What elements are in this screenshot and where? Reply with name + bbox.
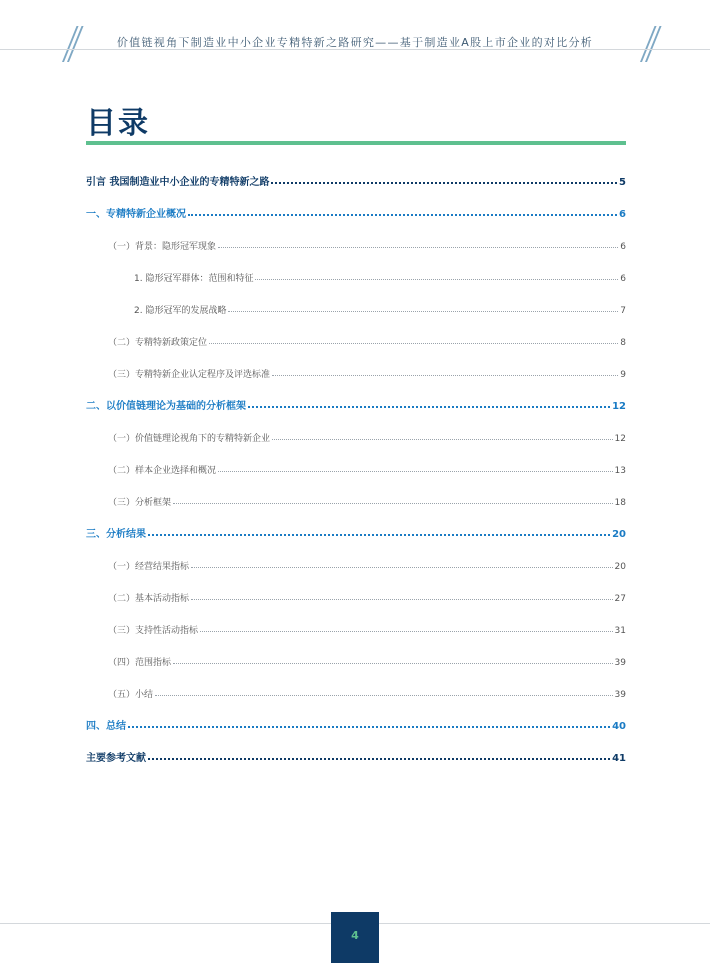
toc-entry[interactable] (86, 742, 626, 764)
toc-dot-leader (200, 631, 613, 632)
toc-entry-label: （三）支持性活动指标 (108, 626, 199, 636)
toc-entry-page: 9 (620, 370, 626, 380)
toc-entry-label: （一）价值链理论视角下的专精特新企业 (108, 434, 271, 444)
toc-entry[interactable] (86, 486, 626, 508)
toc-entry-label: 一、专精特新企业概况 (86, 209, 186, 220)
toc-entry-page: 27 (614, 594, 626, 604)
toc-entry-page: 6 (620, 274, 626, 284)
toc-entry-label: 引言 我国制造业中小企业的专精特新之路 (86, 177, 270, 188)
toc-title: 目录 (86, 106, 150, 141)
toc-entry-page: 5 (619, 177, 626, 188)
toc-entry-page: 41 (612, 753, 626, 764)
toc-entry[interactable] (86, 646, 626, 668)
toc-entry[interactable] (86, 518, 626, 540)
toc-entry-label: （一）背景：隐形冠军现象 (108, 242, 217, 252)
toc-dot-leader (191, 567, 613, 568)
toc-entry-page: 7 (620, 306, 626, 316)
toc-entry-page: 6 (620, 242, 626, 252)
toc-entry-label: （三）专精特新企业认定程序及评选标准 (108, 370, 271, 380)
toc-entry-label: 1. 隐形冠军群体：范围和特征 (134, 274, 254, 284)
toc-entry-label: （三）分析框架 (108, 498, 172, 508)
page-header (0, 0, 710, 60)
toc-entry[interactable] (86, 166, 626, 188)
toc-entry[interactable] (86, 422, 626, 444)
header-slash-right-icon (634, 26, 652, 60)
toc-title-underline (86, 141, 626, 145)
toc-entry-page: 8 (620, 338, 626, 348)
toc-entry-label: （一）经营结果指标 (108, 562, 190, 572)
toc-dot-leader (228, 311, 618, 312)
toc-dot-leader (188, 214, 617, 216)
toc-dot-leader (271, 182, 617, 184)
toc-entry-label: （二）基本活动指标 (108, 594, 190, 604)
toc-entry-page: 12 (612, 401, 626, 412)
toc-entry-label: 三、分析结果 (86, 529, 146, 540)
toc-entry[interactable] (86, 678, 626, 700)
toc-entry[interactable] (86, 710, 626, 732)
toc-entry-label: （二）样本企业选择和概况 (108, 466, 217, 476)
toc-entry[interactable] (86, 262, 626, 284)
toc-dot-leader (173, 503, 613, 504)
toc-entry[interactable] (86, 614, 626, 636)
toc-dot-leader (191, 599, 613, 600)
toc-entry-page: 13 (614, 466, 626, 476)
toc-entry-page: 39 (614, 690, 626, 700)
toc-entry-label: （四）范围指标 (108, 658, 172, 668)
toc-entry-label: （二）专精特新政策定位 (108, 338, 208, 348)
header-slash-left-icon (56, 26, 74, 60)
toc-dot-leader (209, 343, 618, 344)
header-divider (0, 49, 710, 50)
toc-entry-page: 20 (614, 562, 626, 572)
toc-entry-label: 2. 隐形冠军的发展战略 (134, 306, 227, 316)
toc-entry-label: 主要参考文献 (86, 753, 146, 764)
header-title: 价值链视角下制造业中小企业专精特新之路研究——基于制造业A股上市企业的对比分析 (116, 36, 594, 49)
toc-entry-page: 18 (614, 498, 626, 508)
toc-dot-leader (173, 663, 613, 664)
toc-dot-leader (248, 406, 610, 408)
toc-dot-leader (128, 726, 610, 728)
toc-dot-leader (218, 471, 613, 472)
toc-entry[interactable] (86, 582, 626, 604)
toc-entry[interactable] (86, 550, 626, 572)
toc-dot-leader (272, 375, 618, 376)
toc-entry-page: 20 (612, 529, 626, 540)
toc-dot-leader (255, 279, 618, 280)
toc-entry[interactable] (86, 390, 626, 412)
toc-entry-page: 40 (612, 721, 626, 732)
toc-entry-page: 39 (614, 658, 626, 668)
page-number: 4 (331, 912, 379, 963)
toc-dot-leader (272, 439, 613, 440)
toc-entry-page: 31 (614, 626, 626, 636)
toc-entry[interactable] (86, 294, 626, 316)
toc-entry[interactable] (86, 326, 626, 348)
toc-dot-leader (148, 758, 610, 760)
toc-entry-label: 二、以价值链理论为基础的分析框架 (86, 401, 246, 412)
toc-entry-label: 四、总结 (86, 721, 126, 732)
toc-entry-page: 6 (619, 209, 626, 220)
toc-entry-label: （五）小结 (108, 690, 154, 700)
toc-entry[interactable] (86, 358, 626, 380)
toc-entry[interactable] (86, 454, 626, 476)
toc-dot-leader (148, 534, 610, 536)
toc-dot-leader (218, 247, 618, 248)
toc-entry[interactable] (86, 198, 626, 220)
toc-entry-page: 12 (614, 434, 626, 444)
toc-entry[interactable] (86, 230, 626, 252)
toc-dot-leader (155, 695, 613, 696)
